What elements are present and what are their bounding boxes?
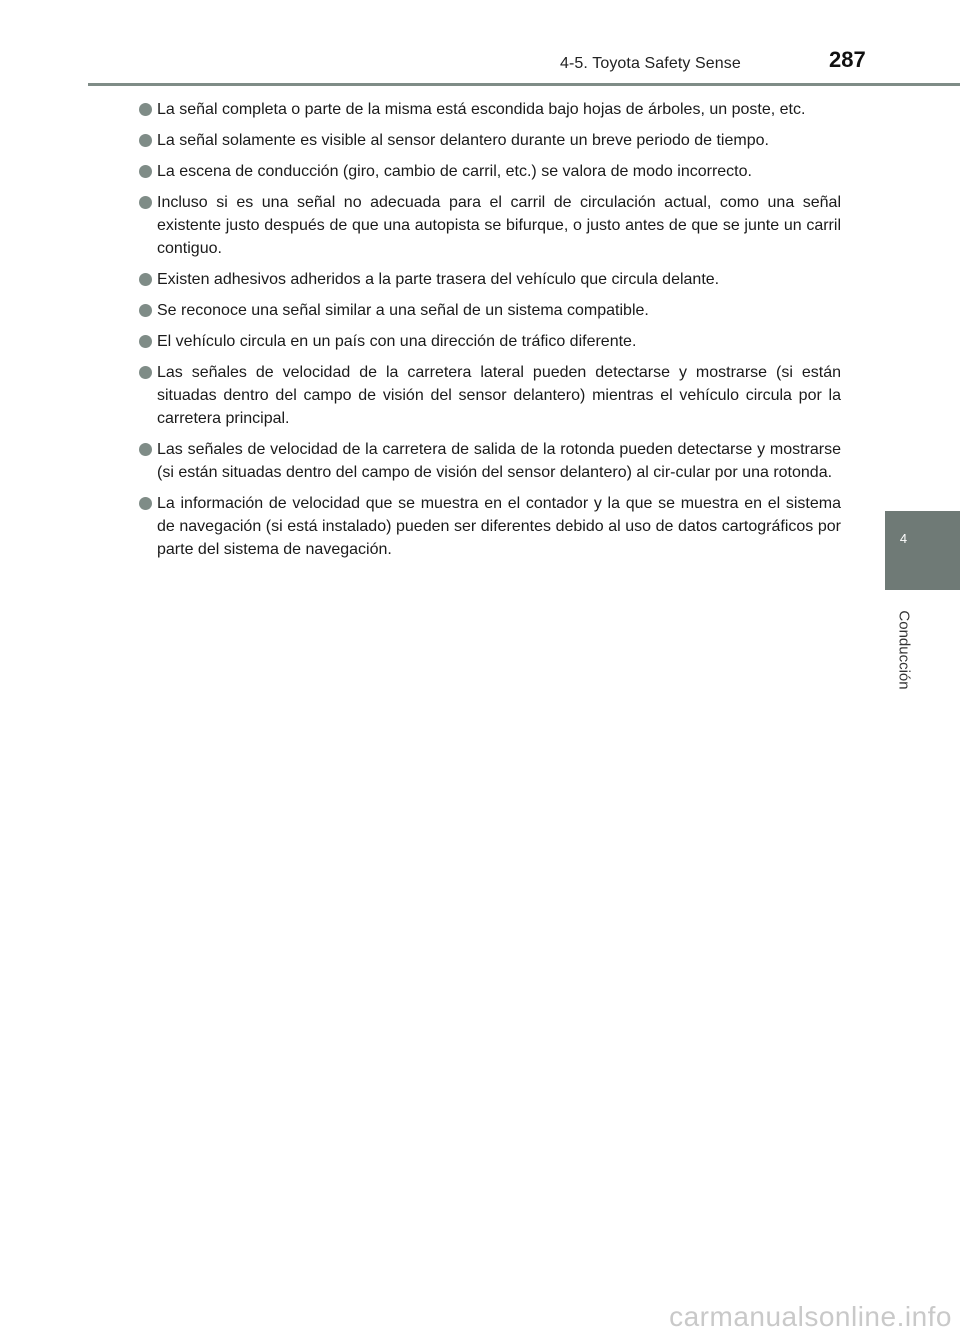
header-divider <box>88 83 960 86</box>
list-item <box>139 191 841 260</box>
list-item <box>139 268 841 291</box>
section-title: 4-5. Toyota Safety Sense <box>560 55 741 72</box>
list-item <box>139 129 841 152</box>
list-item-text: La escena de conducción (giro, cambio de carril, etc.) se valora de modo incorrecto. <box>157 163 752 180</box>
list-item-text: Existen adhesivos adheridos a la parte trasera del vehículo que circula delante. <box>157 271 720 288</box>
bullet-icon <box>139 196 152 209</box>
bullet-icon <box>139 273 152 286</box>
bullet-icon <box>139 366 152 379</box>
list-item <box>139 299 841 322</box>
list-item <box>139 330 841 353</box>
list-item-text: La información de velocidad que se muestra en el contador y la que se muestra en el sistema de navegación (si está instalado) pueden ser diferentes debido al uso de datos cartográficos por parte del sistema de navegación. <box>157 495 841 558</box>
bullet-icon <box>139 103 152 116</box>
bullet-icon <box>139 335 152 348</box>
list-item-text: La señal solamente es visible al sensor delantero durante un breve periodo de tiempo. <box>157 132 769 149</box>
watermark: carmanualsonline.info <box>669 1301 952 1332</box>
list-item <box>139 160 841 183</box>
list-item-text: Las señales de velocidad de la carretera de salida de la rotonda pueden detectarse y mostrarse (si están situadas dentro del campo de visión del sensor delantero) al cir-cular por una rotonda. <box>157 441 841 481</box>
bullet-icon <box>139 497 152 510</box>
list-item-text: Incluso si es una señal no adecuada para el carril de circulación actual, como una señal existente justo después de que una autopista se bifurque, o justo antes de que se junte un carril contiguo. <box>157 194 841 257</box>
bullet-icon <box>139 134 152 147</box>
bullet-list <box>139 98 841 569</box>
list-item-text: El vehículo circula en un país con una dirección de tráfico diferente. <box>157 333 637 350</box>
list-item-text: La señal completa o parte de la misma está escondida bajo hojas de árboles, un poste, etc. <box>157 101 806 118</box>
bullet-icon <box>139 304 152 317</box>
chapter-label: Conducción <box>895 610 913 690</box>
list-item <box>139 438 841 484</box>
list-item <box>139 361 841 430</box>
list-item <box>139 98 841 121</box>
list-item-text: Se reconoce una señal similar a una señal de un sistema compatible. <box>157 302 649 319</box>
chapter-tab <box>885 511 960 590</box>
bullet-icon <box>139 443 152 456</box>
bullet-icon <box>139 165 152 178</box>
page-number: 287 <box>829 47 866 72</box>
chapter-tab-number: 4 <box>899 531 908 546</box>
list-item <box>139 492 841 561</box>
list-item-text: Las señales de velocidad de la carretera lateral pueden detectarse y mostrarse (si están situadas dentro del campo de visión del sensor delantero) mientras el vehículo circula por la carretera principal. <box>157 364 841 427</box>
